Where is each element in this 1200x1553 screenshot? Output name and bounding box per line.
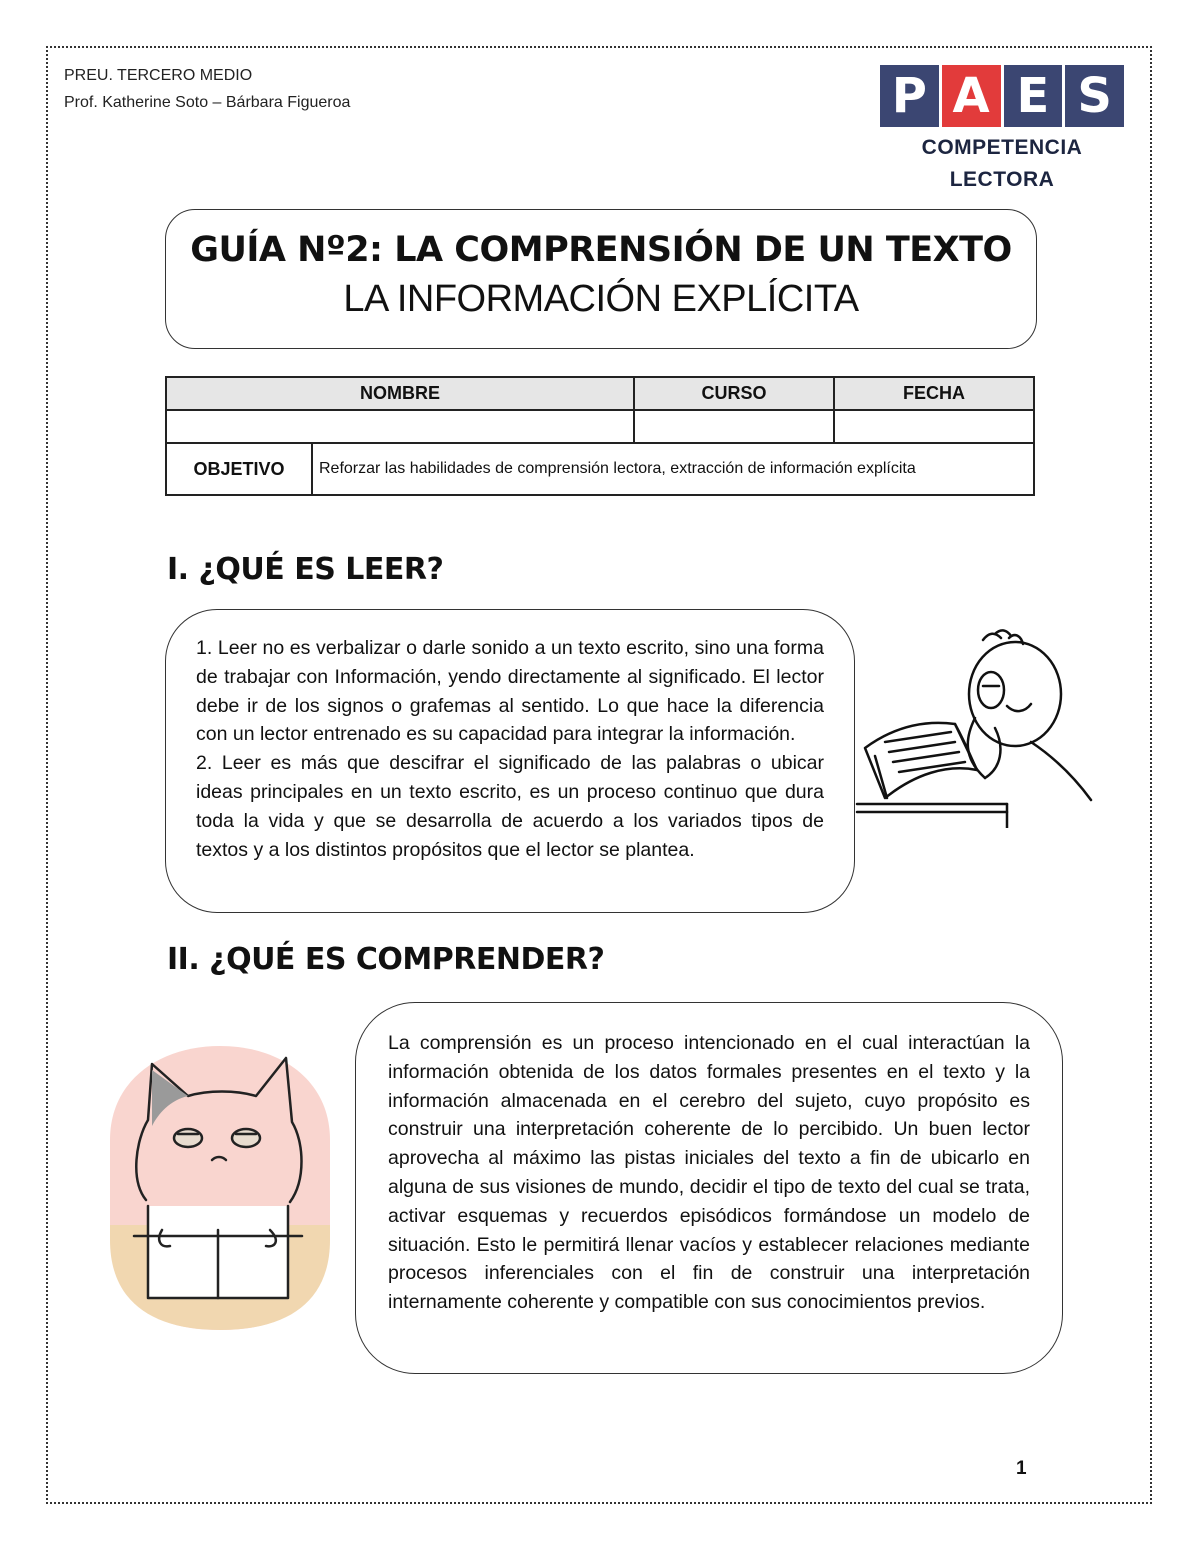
course-label: PREU. TERCERO MEDIO — [64, 67, 253, 84]
logo-subtitle-line1: COMPETENCIA — [921, 136, 1083, 159]
guide-title: GUÍA Nº2: LA COMPRENSIÓN DE UN TEXTO — [190, 230, 1012, 270]
logo-subtitle — [880, 132, 1124, 196]
reading-definition-box — [165, 609, 855, 913]
logo-letter-e: E — [1004, 65, 1063, 127]
reader-illustration — [855, 628, 1105, 828]
fecha-field[interactable] — [834, 410, 1034, 443]
header-nombre: NOMBRE — [166, 377, 634, 410]
student-info-table — [165, 376, 1035, 496]
paes-logo — [880, 65, 1124, 127]
objective-label: OBJETIVO — [166, 443, 312, 495]
logo-letter-s: S — [1065, 65, 1124, 127]
nombre-field[interactable] — [166, 410, 634, 443]
logo-letter-a: A — [942, 65, 1001, 127]
reading-point-2: 2. Leer es más que descifrar el significado de las palabras o ubicar ideas principales en un texto escrito, es un proceso continuo que dura toda la vida y que se desarrolla de acuerdo a los variados tipos de textos y a los distintos propósitos que el lector se plantea. — [196, 752, 824, 861]
comprehension-definition-box — [355, 1002, 1063, 1374]
comprehension-paragraph: La comprensión es un proceso intencionado en el cual interactúan la información obtenida de los datos formales presentes en el texto y la información almacenada en el cerebro del sujeto, cuyo propósito es construir una interpretación coherente de lo percibido. Un buen lector aprovecha al máximo las pistas iniciales del texto a fin de ubicarlo en alguna de sus visiones de mundo, decidir el tipo de texto del cual se trata, activar esquemas y recuerdos episódicos formándose un modelo de situación. Esto le permitirá llenar vacíos y establecer relaciones mediante procesos inferenciales con el fin de construir una interpretación internamente coherente y compatible con sus conocimientos previos. — [388, 1032, 1030, 1314]
page-number: 1 — [1016, 1458, 1027, 1479]
curso-field[interactable] — [634, 410, 834, 443]
header-fecha: FECHA — [834, 377, 1034, 410]
header-curso: CURSO — [634, 377, 834, 410]
reading-point-1: 1. Leer no es verbalizar o darle sonido a un texto escrito, sino una forma de trabajar con Información, yendo directamente al significado. El lector debe ir de los signos o grafemas al sentido. Lo que hace la diferencia con un lector entrenado es su capacidad para integrar la información. — [196, 637, 824, 746]
cat-reading-illustration — [90, 1030, 350, 1340]
title-box — [165, 209, 1037, 349]
logo-letter-p: P — [880, 65, 939, 127]
teachers-label: Prof. Katherine Soto – Bárbara Figueroa — [64, 94, 351, 111]
guide-subtitle: LA INFORMACIÓN EXPLÍCITA — [343, 278, 859, 320]
section-2-heading: II. ¿QUÉ ES COMPRENDER? — [167, 942, 605, 977]
section-1-heading: I. ¿QUÉ ES LEER? — [167, 552, 444, 587]
document-header — [64, 62, 350, 116]
logo-subtitle-line2: LECTORA — [949, 168, 1055, 191]
objective-text: Reforzar las habilidades de comprensión lectora, extracción de información explícita — [312, 443, 1034, 495]
